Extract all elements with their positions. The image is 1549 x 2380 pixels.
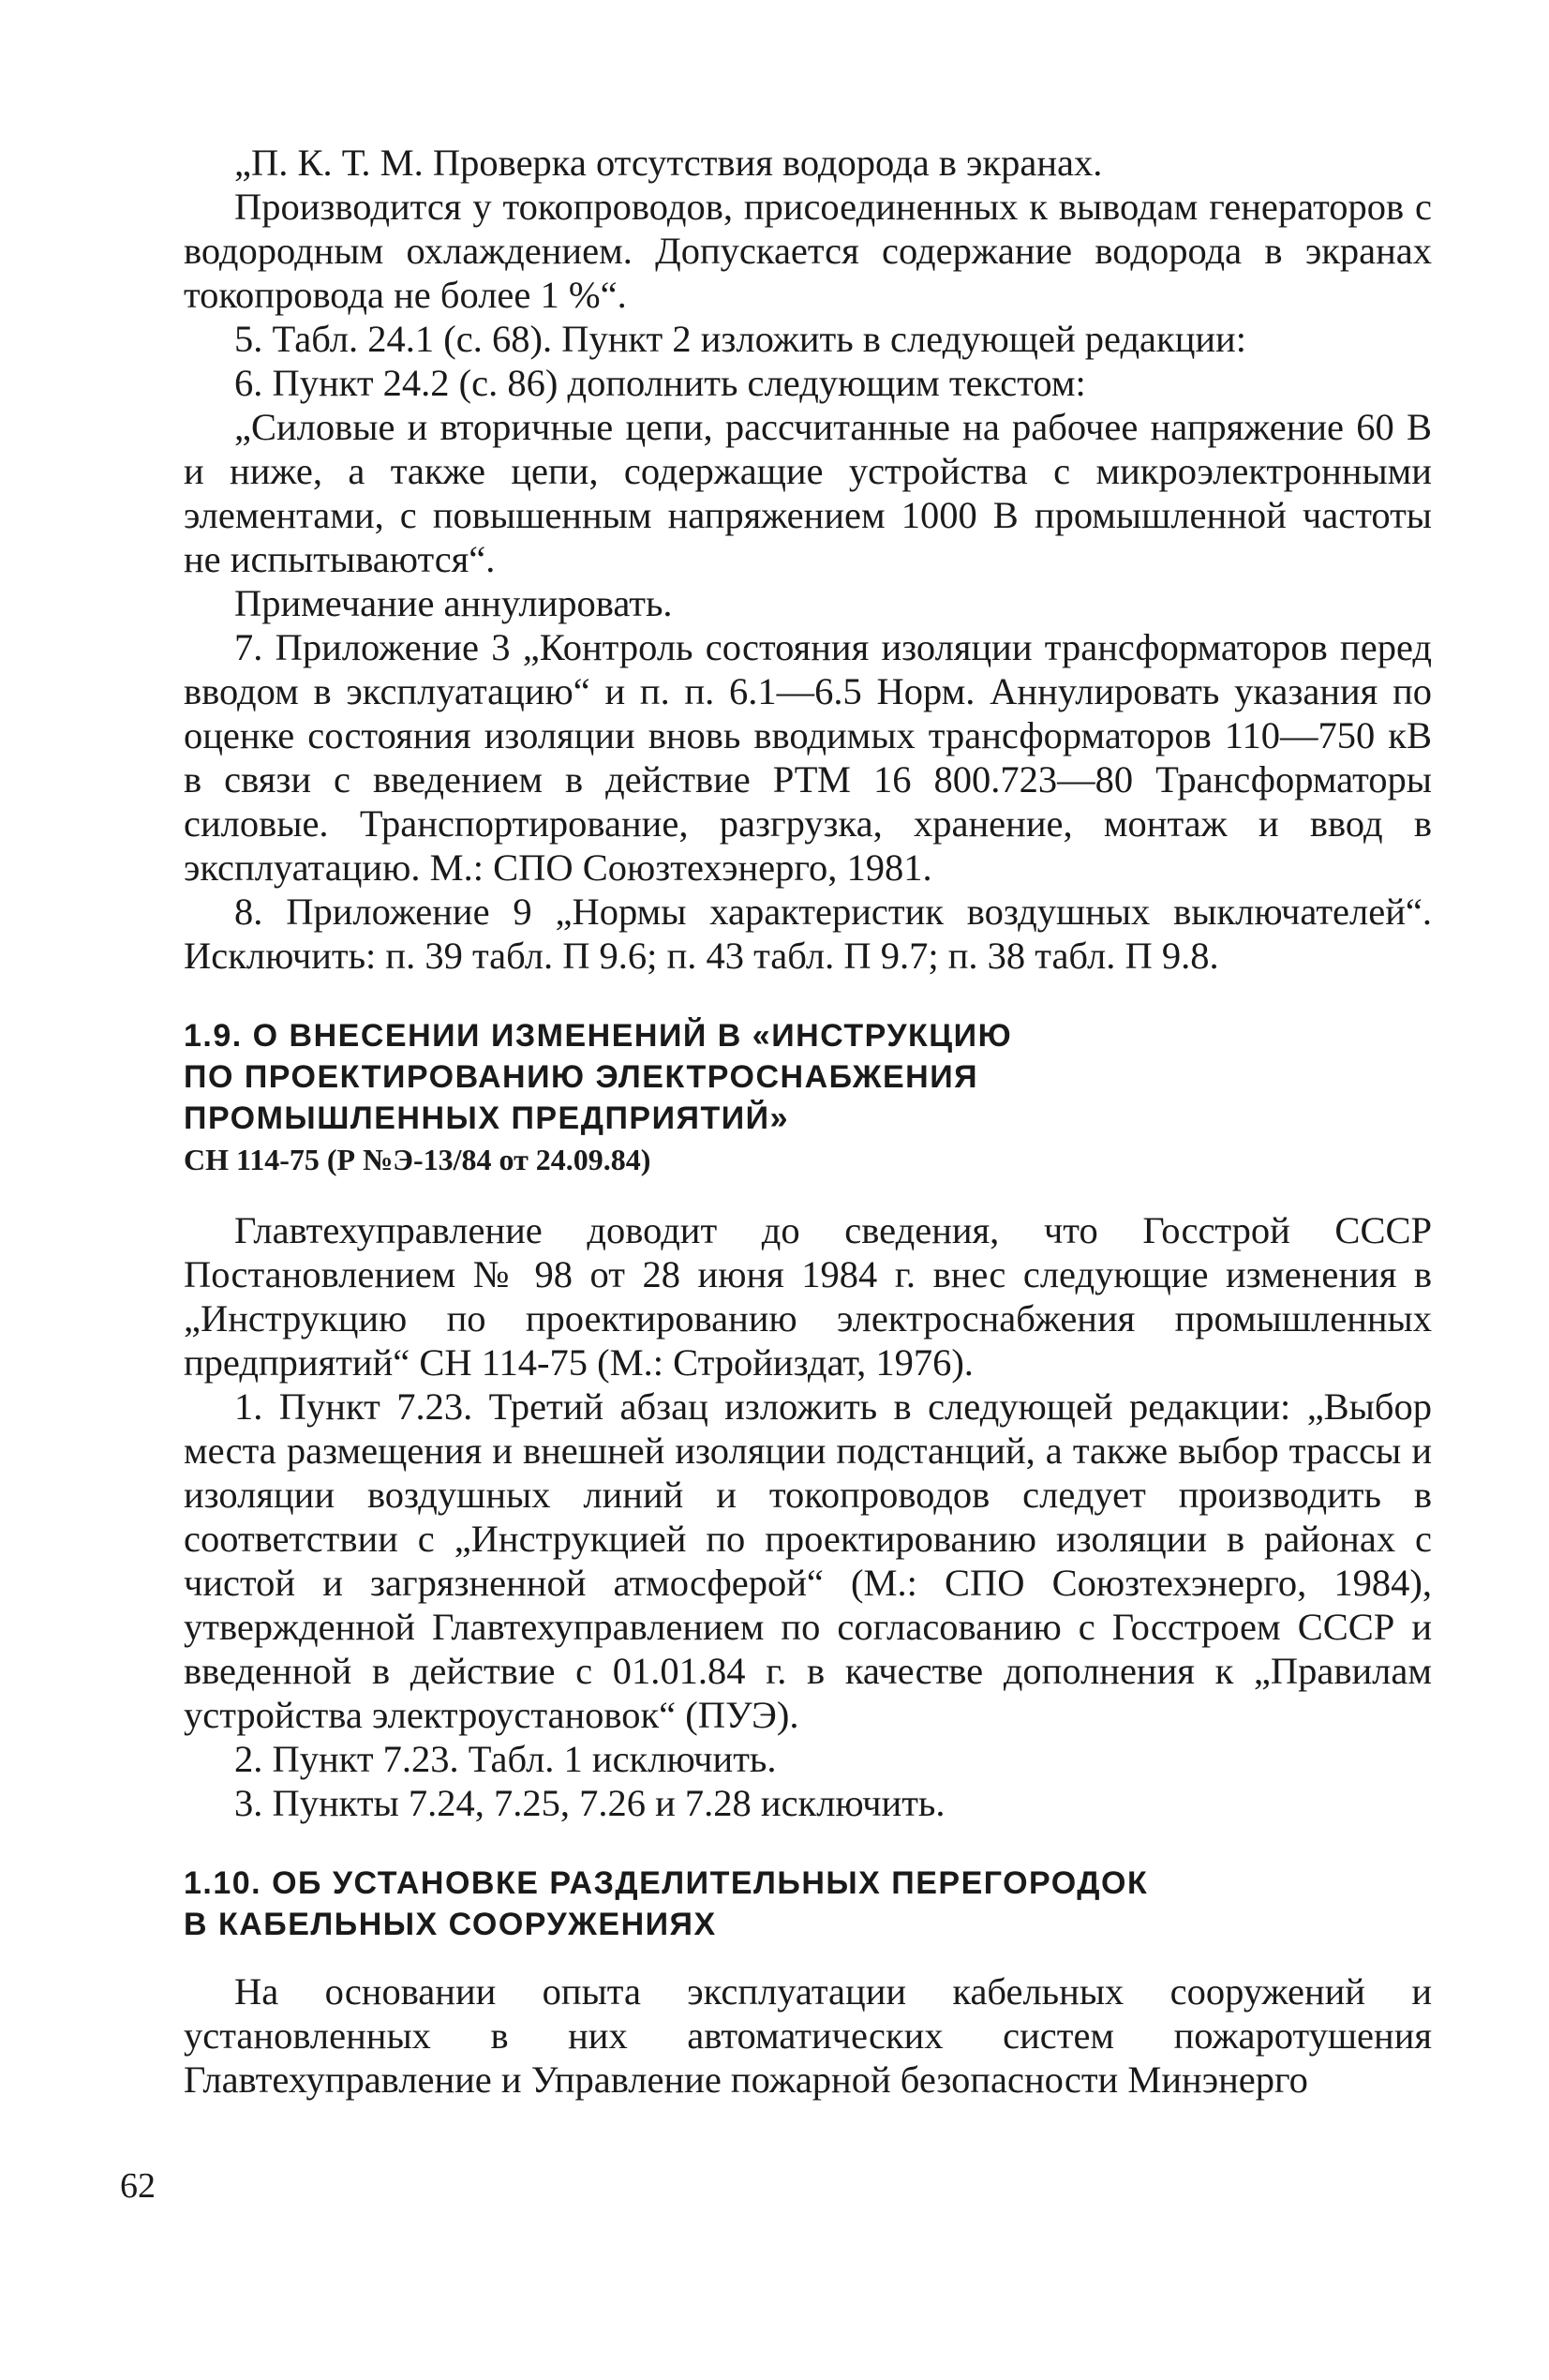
- heading-line: В КАБЕЛЬНЫХ СООРУЖЕНИЯХ: [184, 1907, 717, 1942]
- page-number: 62: [120, 2166, 156, 2206]
- paragraph-point-1: 1. Пункт 7.23. Третий абзац изложить в следующей редакции: „Выбор места размещения и внешней изоляции подстанций, а также выбор трассы и изоляции воздушных линий и токопроводов следует производить в соответствии с „Инструкцией по проектированию изоляции в районах с чистой и загрязненной атмосферой“ (М.: СПО Союзтехэнерго, 1984), утвержденной Главтехуправлением по согласованию с Госстроем СССР и введенной в действие с 01.01.84 г. в качестве дополнения к „Правилам устройства электроустановок“ (ПУЭ).: [184, 1385, 1432, 1736]
- paragraph-item-5: 5. Табл. 24.1 (с. 68). Пункт 2 изложить в следующей редакции:: [234, 318, 1246, 360]
- heading-line: 1.9. О ВНЕСЕНИИ ИЗМЕНЕНИЙ В «ИНСТРУКЦИЮ: [184, 1018, 1013, 1054]
- heading-line: ПО ПРОЕКТИРОВАНИЮ ЭЛЕКТРОСНАБЖЕНИЯ: [184, 1059, 979, 1095]
- heading-subtitle: СН 114-75 (Р №Э-13/84 от 24.09.84): [184, 1143, 651, 1176]
- paragraph-cable-structures: На основании опыта эксплуатации кабельных сооружений и установленных в них автоматических систем пожаротушения Главтехуправление и Управление пожарной безопасности Минэнерго: [184, 1970, 1432, 2101]
- paragraph-quote-circuits: „Силовые и вторичные цепи, рассчитанные на рабочее напряжение 60 В и ниже, а также цепи, содержащие устройства с микроэлектронными элементами, с повышенным напряжением 1000 В промышленной частоты не испытываются“.: [184, 406, 1432, 580]
- document-page: [184, 141, 1432, 2102]
- paragraph-hydrogen: Производится у токопроводов, присоединенных к выводам генераторов с водородным охлаждением. Допускается содержание водорода в экранах токопровода не более 1 %“.: [184, 186, 1432, 316]
- paragraph-point-3: 3. Пункты 7.24, 7.25, 7.26 и 7.28 исключить.: [234, 1782, 946, 1824]
- heading-line: ПРОМЫШЛЕННЫХ ПРЕДПРИЯТИЙ»: [184, 1100, 789, 1136]
- paragraph-item-7: 7. Приложение 3 „Контроль состояния изоляции трансформаторов перед вводом в эксплуатацию“ и п. п. 6.1—6.5 Норм. Аннулировать указания по оценке состояния изоляции вновь вводимых трансформаторов 110—750 кВ в связи с введением в действие РТМ 16 800.723—80 Трансформаторы силовые. Транспортирование, разгрузка, хранение, монтаж и ввод в эксплуатацию. М.: СПО Союзтехэнерго, 1981.: [184, 626, 1432, 889]
- heading-line: 1.10. ОБ УСТАНОВКЕ РАЗДЕЛИТЕЛЬНЫХ ПЕРЕГОРОДОК: [184, 1865, 1149, 1901]
- paragraph-item-8: 8. Приложение 9 „Нормы характеристик воздушных выключателей“. Исключить: п. 39 табл. П 9.6; п. 43 табл. П 9.7; п. 38 табл. П 9.8.: [184, 891, 1432, 977]
- paragraph-point-2: 2. Пункт 7.23. Табл. 1 исключить.: [234, 1738, 777, 1780]
- section-1-9-heading: [184, 1015, 1432, 1180]
- paragraph-ptkm: „П. К. Т. М. Проверка отсутствия водорода в экранах.: [234, 142, 1103, 184]
- paragraph-item-6: 6. Пункт 24.2 (с. 86) дополнить следующим текстом:: [234, 362, 1086, 404]
- paragraph-note-cancel: Примечание аннулировать.: [234, 582, 673, 624]
- section-1-10-heading: [184, 1863, 1432, 1945]
- paragraph-gosstroy: Главтехуправление доводит до сведения, что Госстрой СССР Постановлением № 98 от 28 июня 1984 г. внес следующие изменения в „Инструкцию по проектированию электроснабжения промышленных предприятий“ СН 114-75 (М.: Стройиздат, 1976).: [184, 1209, 1432, 1384]
